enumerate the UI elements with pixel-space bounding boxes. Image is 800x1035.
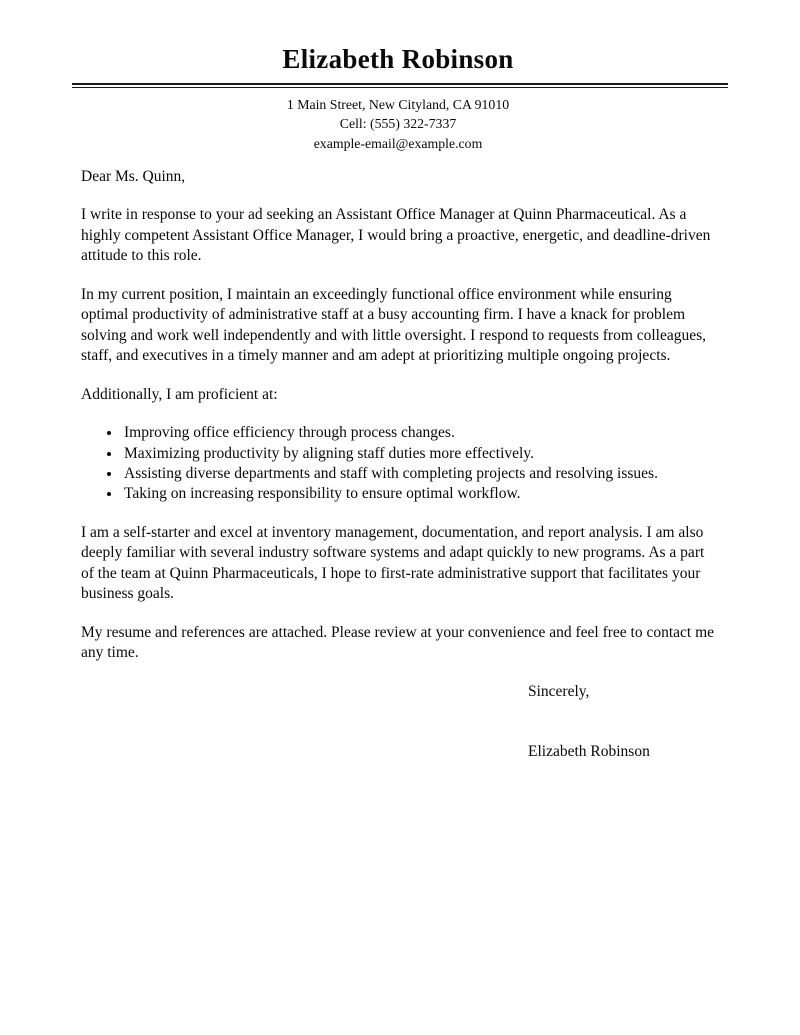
address-line: 1 Main Street, New Cityland, CA 91010: [286, 97, 510, 112]
phone-line: Cell: (555) 322-7337: [339, 116, 457, 132]
letter-title: Elizabeth Robinson: [282, 44, 514, 74]
bullet-item: • Improving office efficiency through process changes.: [122, 423, 715, 443]
letter-header: [81, 44, 715, 153]
bullet-item: • Taking on increasing responsibility to ensure optimal workflow.: [122, 484, 715, 504]
proficiency-intro: Additionally, I am proficient at:: [81, 385, 278, 403]
bullet-item: • Assisting diverse departments and staff with completing projects and resolving issues.: [122, 464, 715, 484]
salutation: Dear Ms. Quinn,: [81, 167, 186, 185]
contact-block: [81, 95, 715, 153]
body-paragraph-1: I write in response to your ad seeking an Assistant Office Manager at Quinn Pharmaceutical. As a highly competent Assistant Office Manager, I would bring a proactive, energetic, and deadline-driven attitude to this role.: [81, 206, 711, 265]
proficiency-list: [81, 423, 715, 504]
signoff: Sincerely,: [528, 682, 590, 700]
closing-block: [528, 682, 715, 763]
body-paragraph-4: My resume and references are attached. Please review at your convenience and feel free to contact me any time.: [81, 623, 715, 662]
body-paragraph-3: I am a self-starter and excel at inventory management, documentation, and report analysis. I am also deeply familiar with several industry software systems and adapt quickly to new programs. As a part of the team at Quinn Pharmaceuticals, I hope to first-rate administrative support that facilitates your business goals.: [81, 523, 705, 603]
letter-body: [81, 167, 715, 763]
email-line: example-email@example.com: [313, 135, 483, 151]
header-divider: [72, 83, 728, 88]
signature-name: Elizabeth Robinson: [528, 743, 650, 761]
bullet-item: • Maximizing productivity by aligning staff duties more effectively.: [122, 444, 715, 464]
body-paragraph-2: In my current position, I maintain an exceedingly functional office environment while ensuring optimal productivity of administrative staff at a busy accounting firm. I have a knack for problem solving and work well independently and with little oversight. I respond to requests from colleagues, staff, and executives in a timely manner and am adept at prioritizing multiple ongoing projects.: [81, 285, 707, 365]
